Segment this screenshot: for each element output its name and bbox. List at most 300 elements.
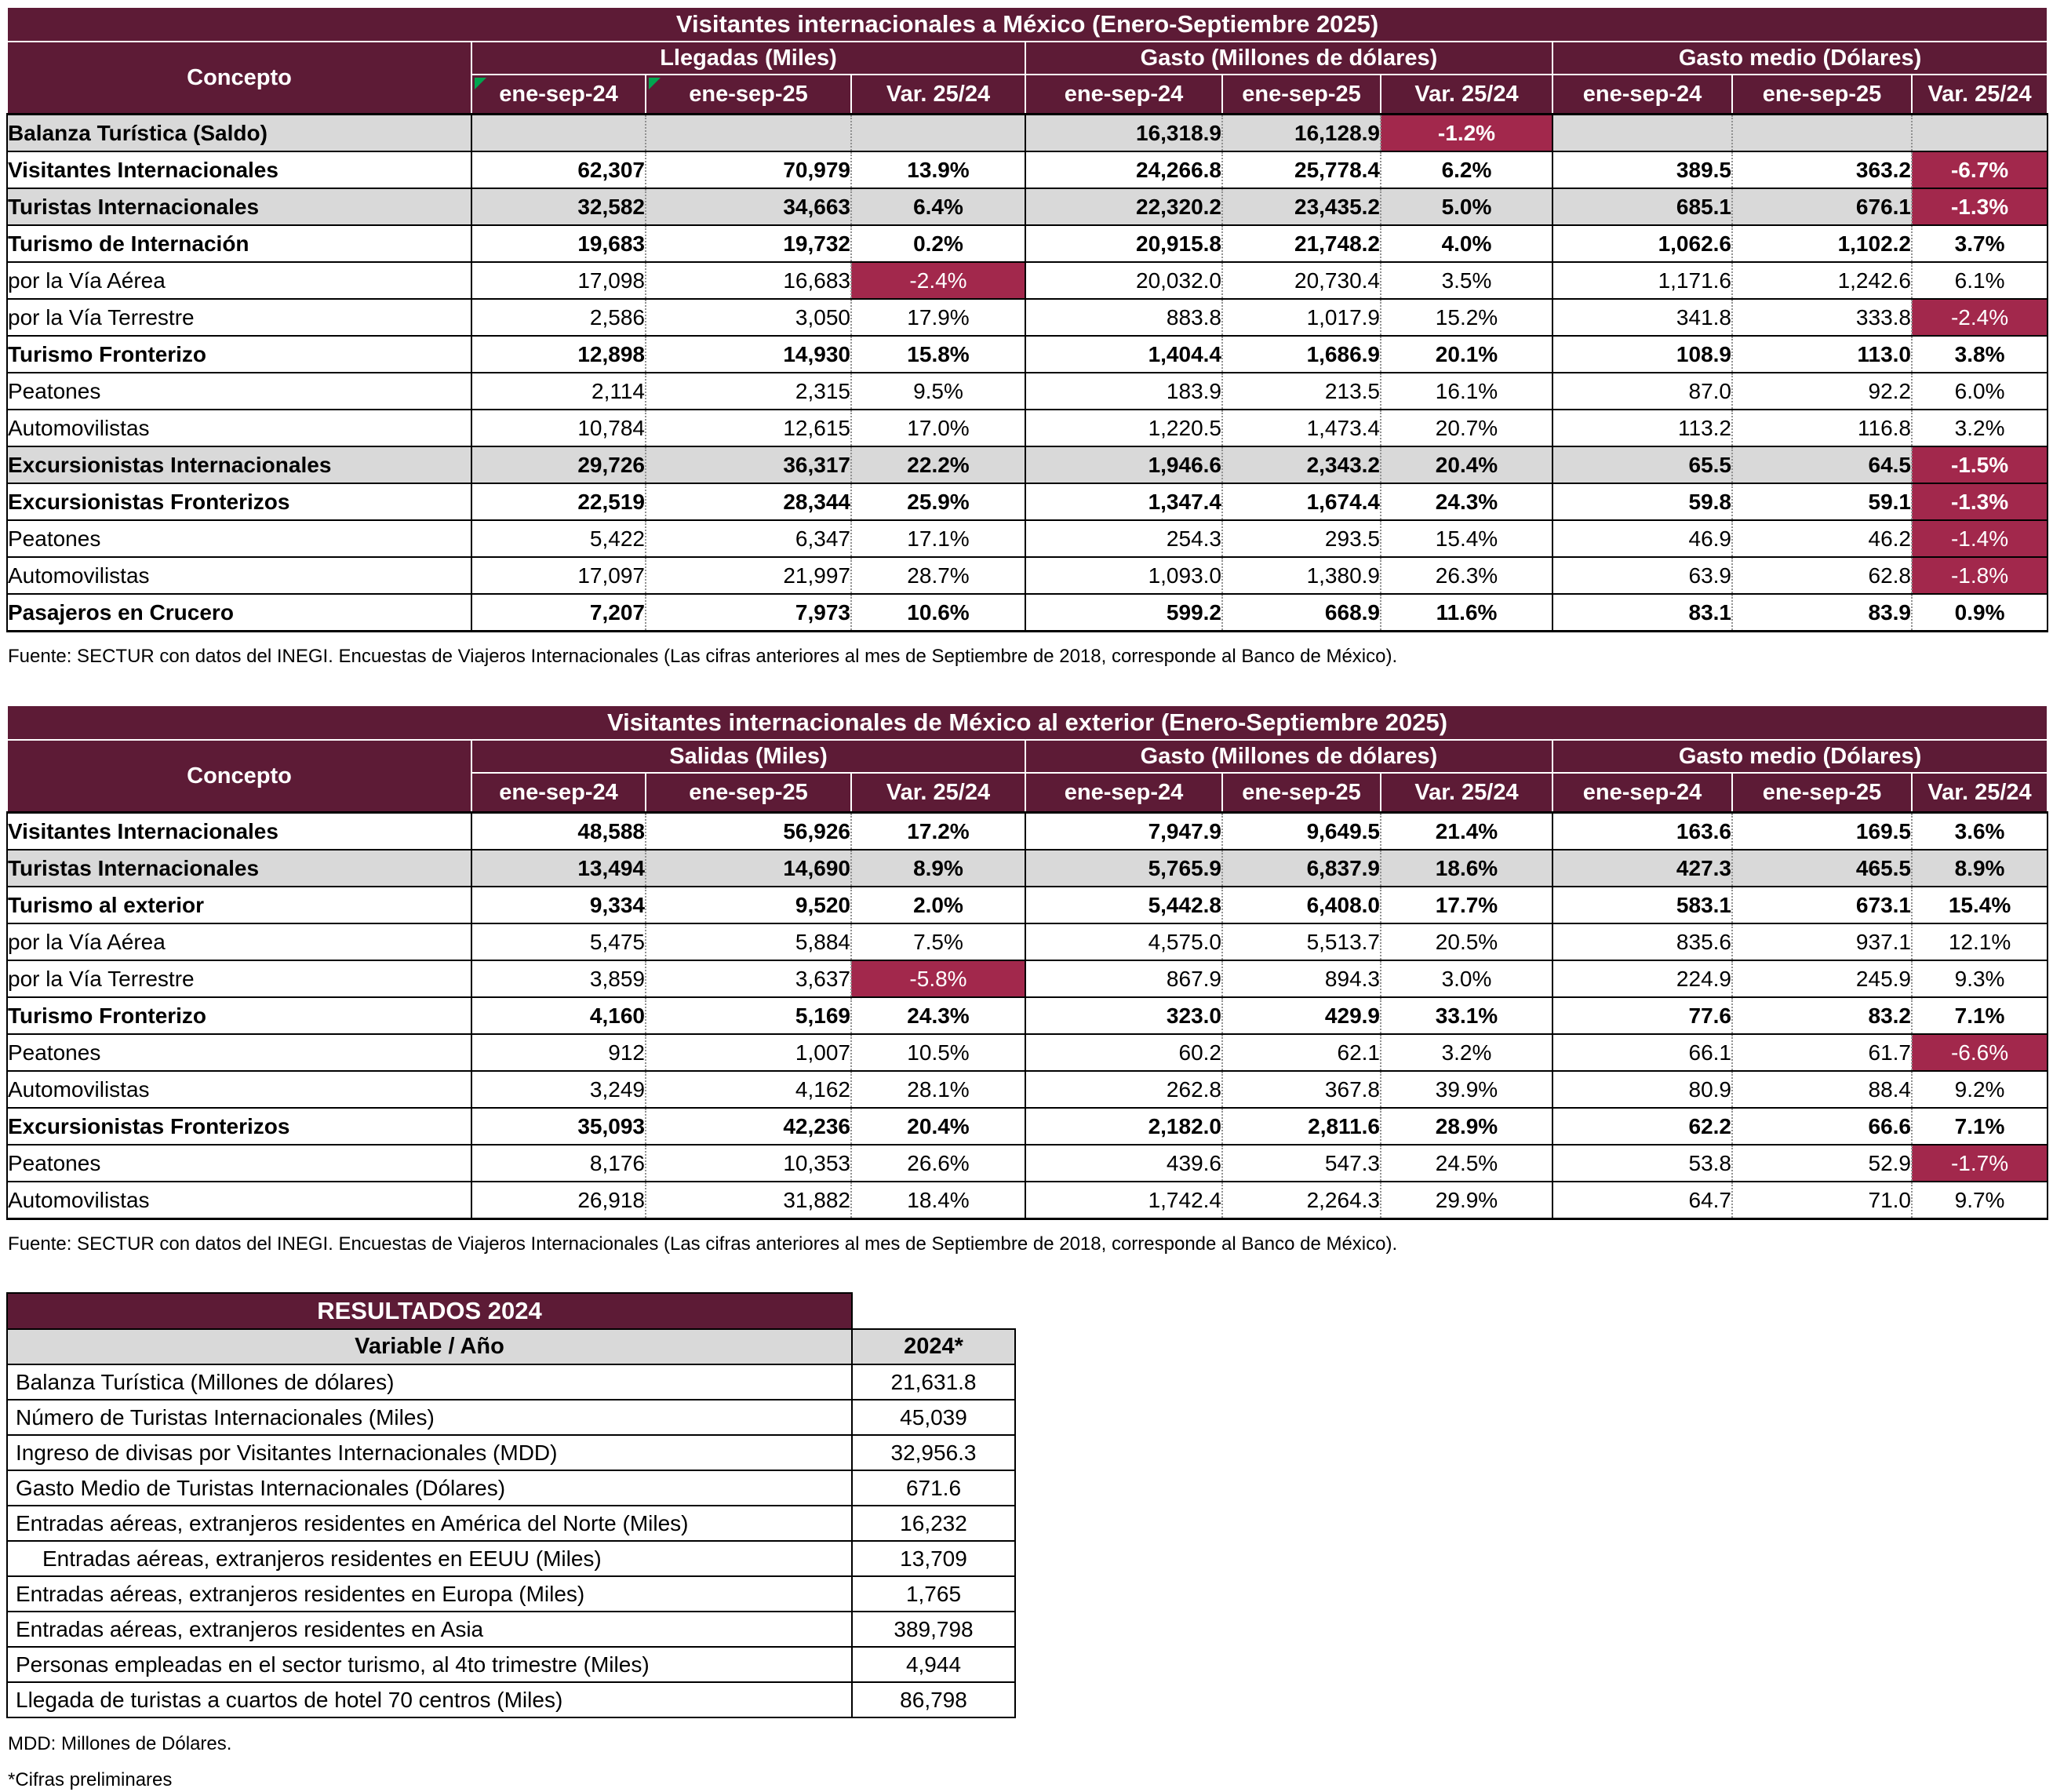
results-row: [7, 1647, 1015, 1682]
value-cell: 1,171.6: [1552, 262, 1732, 299]
variation-cell: 9.2%: [1912, 1071, 2048, 1108]
col-header: ene-sep-24: [1025, 773, 1222, 813]
resultados-2024-table: [6, 1292, 1016, 1718]
value-cell: 71.0: [1732, 1182, 1912, 1219]
value-cell: 29,726: [471, 446, 646, 483]
variation-cell: 17.9%: [851, 299, 1025, 336]
mdd-note: MDD: Millones de Dólares.: [8, 1733, 232, 1754]
value-cell: 16,128.9: [1222, 115, 1381, 152]
value-cell: 2,586: [471, 299, 646, 336]
value-cell: 1,347.4: [1025, 483, 1222, 520]
row-label: Turismo Fronterizo: [7, 997, 471, 1034]
value-cell: 19,732: [646, 225, 851, 262]
value-cell: 62.1: [1222, 1034, 1381, 1071]
table-row: [7, 520, 2048, 557]
group-header-llegadas: Llegadas (Miles): [471, 42, 1025, 75]
variation-cell: 12.1%: [1912, 923, 2048, 960]
variation-cell: 6.4%: [851, 188, 1025, 225]
row-label: Peatones: [7, 373, 471, 410]
value-cell: 21,748.2: [1222, 225, 1381, 262]
value-cell: 19,683: [471, 225, 646, 262]
col-header: ene-sep-25: [1222, 773, 1381, 813]
row-label: Turistas Internacionales: [7, 188, 471, 225]
variation-cell: 18.6%: [1381, 850, 1552, 887]
variation-cell: -2.4%: [851, 262, 1025, 299]
value-cell: 9,334: [471, 887, 646, 923]
value-cell: 116.8: [1732, 410, 1912, 446]
value-cell: 254.3: [1025, 520, 1222, 557]
value-cell: 64.5: [1732, 446, 1912, 483]
results-col-variable: Variable / Año: [7, 1329, 852, 1364]
value-cell: 5,442.8: [1025, 887, 1222, 923]
value-cell: 62,307: [471, 151, 646, 188]
visitors-abroad-table: [6, 705, 2048, 1220]
value-cell: 7,973: [646, 594, 851, 632]
value-cell: 24,266.8: [1025, 151, 1222, 188]
value-cell: 169.5: [1732, 813, 1912, 850]
table-row: [7, 373, 2048, 410]
value-cell: 1,093.0: [1025, 557, 1222, 594]
value-cell: 17,097: [471, 557, 646, 594]
value-cell: 88.4: [1732, 1071, 1912, 1108]
value-cell: 13,494: [471, 850, 646, 887]
source-note: Fuente: SECTUR con datos del INEGI. Encuestas de Viajeros Internacionales (Las cifras anteriores al mes de Septiembre de 2018, corresponde al Banco de México).: [8, 1233, 1398, 1255]
value-cell: 389.5: [1552, 151, 1732, 188]
results-title-spacer: [852, 1293, 1015, 1329]
value-cell: 685.1: [1552, 188, 1732, 225]
value-cell: 20,032.0: [1025, 262, 1222, 299]
value-cell: 245.9: [1732, 960, 1912, 997]
value-cell: 21,997: [646, 557, 851, 594]
table-row: [7, 557, 2048, 594]
col-header: Var. 25/24: [1381, 773, 1552, 813]
section-resultados-2024: [6, 1292, 2053, 1718]
value-cell: 2,114: [471, 373, 646, 410]
row-label: Automovilistas: [7, 410, 471, 446]
value-cell: 34,663: [646, 188, 851, 225]
table-row: [7, 410, 2048, 446]
row-label: Excursionistas Internacionales: [7, 446, 471, 483]
variation-cell: 24.3%: [851, 997, 1025, 1034]
col-header: ene-sep-25: [1222, 75, 1381, 115]
results-row-value: 86,798: [852, 1682, 1015, 1717]
row-label: Visitantes Internacionales: [7, 151, 471, 188]
variation-cell: 24.3%: [1381, 483, 1552, 520]
results-row-label: Entradas aéreas, extranjeros residentes en Asia: [7, 1612, 852, 1647]
value-cell: 108.9: [1552, 336, 1732, 373]
value-cell: 28,344: [646, 483, 851, 520]
results-row-label: Gasto Medio de Turistas Internacionales (Dólares): [7, 1470, 852, 1506]
value-cell: 599.2: [1025, 594, 1222, 632]
value-cell: 66.6: [1732, 1108, 1912, 1145]
value-cell: 62.2: [1552, 1108, 1732, 1145]
value-cell: 6,408.0: [1222, 887, 1381, 923]
value-cell: 25,778.4: [1222, 151, 1381, 188]
variation-cell: 26.6%: [851, 1145, 1025, 1182]
results-row: [7, 1541, 1015, 1576]
results-row: [7, 1506, 1015, 1541]
value-cell: 1,380.9: [1222, 557, 1381, 594]
row-label: Turistas Internacionales: [7, 850, 471, 887]
value-cell: 46.2: [1732, 520, 1912, 557]
value-cell: 883.8: [1025, 299, 1222, 336]
variation-cell: 10.6%: [851, 594, 1025, 632]
table-row: [7, 1145, 2048, 1182]
value-cell: 323.0: [1025, 997, 1222, 1034]
value-cell: 668.9: [1222, 594, 1381, 632]
value-cell: 80.9: [1552, 1071, 1732, 1108]
variation-cell: [851, 115, 1025, 152]
value-cell: 439.6: [1025, 1145, 1222, 1182]
value-cell: 1,473.4: [1222, 410, 1381, 446]
row-label: Balanza Turística (Saldo): [7, 115, 471, 152]
variation-cell: 33.1%: [1381, 997, 1552, 1034]
value-cell: 14,930: [646, 336, 851, 373]
results-row-label: Llegada de turistas a cuartos de hotel 70 centros (Miles): [7, 1682, 852, 1717]
value-cell: 2,182.0: [1025, 1108, 1222, 1145]
results-header-row: [7, 1329, 1015, 1364]
value-cell: 83.9: [1732, 594, 1912, 632]
variation-cell: -2.4%: [1912, 299, 2048, 336]
value-cell: 3,249: [471, 1071, 646, 1108]
value-cell: 92.2: [1732, 373, 1912, 410]
value-cell: 224.9: [1552, 960, 1732, 997]
value-cell: 1,102.2: [1732, 225, 1912, 262]
variation-cell: 20.1%: [1381, 336, 1552, 373]
row-label: Pasajeros en Crucero: [7, 594, 471, 632]
variation-cell: 9.3%: [1912, 960, 2048, 997]
value-cell: 59.8: [1552, 483, 1732, 520]
value-cell: 1,062.6: [1552, 225, 1732, 262]
variation-cell: 7.1%: [1912, 997, 2048, 1034]
value-cell: 20,730.4: [1222, 262, 1381, 299]
variation-cell: 3.5%: [1381, 262, 1552, 299]
col-header: ene-sep-25: [1732, 75, 1912, 115]
value-cell: 8,176: [471, 1145, 646, 1182]
row-label: Peatones: [7, 1034, 471, 1071]
variation-cell: 28.7%: [851, 557, 1025, 594]
results-row-value: 21,631.8: [852, 1364, 1015, 1400]
variation-cell: 20.4%: [1381, 446, 1552, 483]
value-cell: 5,765.9: [1025, 850, 1222, 887]
value-cell: 113.0: [1732, 336, 1912, 373]
value-cell: 31,882: [646, 1182, 851, 1219]
variation-cell: -5.8%: [851, 960, 1025, 997]
value-cell: 63.9: [1552, 557, 1732, 594]
value-cell: [1732, 115, 1912, 152]
col-header: ene-sep-24: [1552, 75, 1732, 115]
variation-cell: 9.5%: [851, 373, 1025, 410]
results-row-value: 389,798: [852, 1612, 1015, 1647]
variation-cell: 7.5%: [851, 923, 1025, 960]
table-row: [7, 225, 2048, 262]
value-cell: [471, 115, 646, 152]
results-row-label: Entradas aéreas, extranjeros residentes en América del Norte (Miles): [7, 1506, 852, 1541]
value-cell: 2,811.6: [1222, 1108, 1381, 1145]
variation-cell: -1.7%: [1912, 1145, 2048, 1182]
variation-cell: 0.2%: [851, 225, 1025, 262]
variation-cell: -1.5%: [1912, 446, 2048, 483]
row-label: Peatones: [7, 1145, 471, 1182]
value-cell: 70,979: [646, 151, 851, 188]
value-cell: 7,947.9: [1025, 813, 1222, 850]
value-cell: 66.1: [1552, 1034, 1732, 1071]
value-cell: 83.1: [1552, 594, 1732, 632]
value-cell: 20,915.8: [1025, 225, 1222, 262]
results-row: [7, 1435, 1015, 1470]
group-header-gasto-medio: Gasto medio (Dólares): [1552, 740, 2048, 773]
variation-cell: 3.6%: [1912, 813, 2048, 850]
results-row: [7, 1576, 1015, 1612]
value-cell: 867.9: [1025, 960, 1222, 997]
value-cell: 36,317: [646, 446, 851, 483]
variation-cell: -1.8%: [1912, 557, 2048, 594]
results-row-value: 16,232: [852, 1506, 1015, 1541]
value-cell: 14,690: [646, 850, 851, 887]
table-row: [7, 887, 2048, 923]
value-cell: 6,837.9: [1222, 850, 1381, 887]
group-header-gasto: Gasto (Millones de dólares): [1025, 42, 1552, 75]
value-cell: 65.5: [1552, 446, 1732, 483]
variation-cell: 20.7%: [1381, 410, 1552, 446]
variation-cell: 17.2%: [851, 813, 1025, 850]
results-row-label: Entradas aéreas, extranjeros residentes en EEUU (Miles): [7, 1541, 852, 1576]
value-cell: 1,017.9: [1222, 299, 1381, 336]
value-cell: 16,683: [646, 262, 851, 299]
value-cell: 1,404.4: [1025, 336, 1222, 373]
value-cell: 10,353: [646, 1145, 851, 1182]
value-cell: 673.1: [1732, 887, 1912, 923]
value-cell: 52.9: [1732, 1145, 1912, 1182]
value-cell: 3,050: [646, 299, 851, 336]
row-label: Turismo de Internación: [7, 225, 471, 262]
value-cell: 1,220.5: [1025, 410, 1222, 446]
row-label: Excursionistas Fronterizos: [7, 1108, 471, 1145]
variation-cell: -1.2%: [1381, 115, 1552, 152]
value-cell: 333.8: [1732, 299, 1912, 336]
col-header: ene-sep-24: [1025, 75, 1222, 115]
value-cell: 16,318.9: [1025, 115, 1222, 152]
concepto-header: Concepto: [7, 42, 471, 115]
results-row-label: Número de Turistas Internacionales (Miles): [7, 1400, 852, 1435]
value-cell: 5,884: [646, 923, 851, 960]
variation-cell: 21.4%: [1381, 813, 1552, 850]
value-cell: 22,519: [471, 483, 646, 520]
value-cell: 894.3: [1222, 960, 1381, 997]
value-cell: 465.5: [1732, 850, 1912, 887]
results-row-value: 4,944: [852, 1647, 1015, 1682]
row-label: Excursionistas Fronterizos: [7, 483, 471, 520]
value-cell: 7,207: [471, 594, 646, 632]
value-cell: 83.2: [1732, 997, 1912, 1034]
table-row: [7, 151, 2048, 188]
col-header: ene-sep-25: [646, 75, 851, 115]
value-cell: 676.1: [1732, 188, 1912, 225]
results-row: [7, 1364, 1015, 1400]
group-header-gasto-medio: Gasto medio (Dólares): [1552, 42, 2048, 75]
variation-cell: 3.8%: [1912, 336, 2048, 373]
concepto-header: Concepto: [7, 740, 471, 813]
results-row-label: Ingreso de divisas por Visitantes Internacionales (MDD): [7, 1435, 852, 1470]
value-cell: 61.7: [1732, 1034, 1912, 1071]
value-cell: 1,686.9: [1222, 336, 1381, 373]
value-cell: 213.5: [1222, 373, 1381, 410]
value-cell: 583.1: [1552, 887, 1732, 923]
variation-cell: 29.9%: [1381, 1182, 1552, 1219]
value-cell: 5,169: [646, 997, 851, 1034]
variation-cell: 17.7%: [1381, 887, 1552, 923]
results-row-value: 671.6: [852, 1470, 1015, 1506]
value-cell: 9,649.5: [1222, 813, 1381, 850]
table-title: Visitantes internacionales de México al exterior (Enero-Septiembre 2025): [7, 705, 2048, 740]
row-label: Automovilistas: [7, 557, 471, 594]
table-row: [7, 483, 2048, 520]
table-row: [7, 446, 2048, 483]
variation-cell: 15.2%: [1381, 299, 1552, 336]
variation-cell: 13.9%: [851, 151, 1025, 188]
value-cell: 1,242.6: [1732, 262, 1912, 299]
variation-cell: 20.4%: [851, 1108, 1025, 1145]
table-title: Visitantes internacionales a México (Enero-Septiembre 2025): [7, 7, 2048, 42]
source-note: Fuente: SECTUR con datos del INEGI. Encuestas de Viajeros Internacionales (Las cifras anteriores al mes de Septiembre de 2018, corresponde al Banco de México).: [8, 646, 1398, 667]
table-row: [7, 1034, 2048, 1071]
excel-flag-icon: [475, 78, 486, 89]
value-cell: 163.6: [1552, 813, 1732, 850]
results-row-value: 32,956.3: [852, 1435, 1015, 1470]
value-cell: 3,637: [646, 960, 851, 997]
col-header: ene-sep-24: [471, 75, 646, 115]
variation-cell: 8.9%: [1912, 850, 2048, 887]
value-cell: 113.2: [1552, 410, 1732, 446]
variation-cell: 16.1%: [1381, 373, 1552, 410]
table-row: [7, 1182, 2048, 1219]
value-cell: 46.9: [1552, 520, 1732, 557]
variation-cell: 3.2%: [1381, 1034, 1552, 1071]
value-cell: 5,513.7: [1222, 923, 1381, 960]
group-header-row: [7, 42, 2048, 75]
value-cell: 4,162: [646, 1071, 851, 1108]
value-cell: 367.8: [1222, 1071, 1381, 1108]
row-label: por la Vía Terrestre: [7, 299, 471, 336]
variation-cell: 2.0%: [851, 887, 1025, 923]
value-cell: 341.8: [1552, 299, 1732, 336]
value-cell: 1,946.6: [1025, 446, 1222, 483]
table-row: [7, 923, 2048, 960]
excel-flag-icon: [649, 78, 661, 89]
variation-cell: 3.7%: [1912, 225, 2048, 262]
table-row: [7, 960, 2048, 997]
value-cell: 77.6: [1552, 997, 1732, 1034]
table-row: [7, 115, 2048, 152]
results-row: [7, 1682, 1015, 1717]
results-row-label: Entradas aéreas, extranjeros residentes en Europa (Miles): [7, 1576, 852, 1612]
table-title-row: [7, 705, 2048, 740]
value-cell: 23,435.2: [1222, 188, 1381, 225]
value-cell: 4,575.0: [1025, 923, 1222, 960]
table-row: [7, 850, 2048, 887]
results-row-value: 13,709: [852, 1541, 1015, 1576]
variation-cell: 6.0%: [1912, 373, 2048, 410]
value-cell: 6,347: [646, 520, 851, 557]
table-row: [7, 336, 2048, 373]
group-header-gasto: Gasto (Millones de dólares): [1025, 740, 1552, 773]
section-visitors-to-mexico: [6, 6, 2053, 632]
group-header-salidas: Salidas (Miles): [471, 740, 1025, 773]
variation-cell: 3.0%: [1381, 960, 1552, 997]
variation-cell: 5.0%: [1381, 188, 1552, 225]
table-row: [7, 813, 2048, 850]
value-cell: 59.1: [1732, 483, 1912, 520]
value-cell: 293.5: [1222, 520, 1381, 557]
value-cell: 62.8: [1732, 557, 1912, 594]
variation-cell: 26.3%: [1381, 557, 1552, 594]
variation-cell: 39.9%: [1381, 1071, 1552, 1108]
variation-cell: 28.1%: [851, 1071, 1025, 1108]
variation-cell: -1.4%: [1912, 520, 2048, 557]
variation-cell: -1.3%: [1912, 188, 2048, 225]
value-cell: 87.0: [1552, 373, 1732, 410]
value-cell: 5,475: [471, 923, 646, 960]
row-label: Visitantes Internacionales: [7, 813, 471, 850]
value-cell: 183.9: [1025, 373, 1222, 410]
value-cell: 35,093: [471, 1108, 646, 1145]
variation-cell: 11.6%: [1381, 594, 1552, 632]
results-row-label: Balanza Turística (Millones de dólares): [7, 1364, 852, 1400]
variation-cell: 7.1%: [1912, 1108, 2048, 1145]
value-cell: 17,098: [471, 262, 646, 299]
group-header-row: [7, 740, 2048, 773]
table-title-row: [7, 7, 2048, 42]
value-cell: 835.6: [1552, 923, 1732, 960]
row-label: Turismo al exterior: [7, 887, 471, 923]
variation-cell: 24.5%: [1381, 1145, 1552, 1182]
row-label: por la Vía Aérea: [7, 262, 471, 299]
results-row-label: Personas empleadas en el sector turismo, al 4to trimestre (Miles): [7, 1647, 852, 1682]
value-cell: 64.7: [1552, 1182, 1732, 1219]
value-cell: 2,343.2: [1222, 446, 1381, 483]
col-header: ene-sep-25: [1732, 773, 1912, 813]
variation-cell: 15.4%: [1381, 520, 1552, 557]
value-cell: 262.8: [1025, 1071, 1222, 1108]
value-cell: 48,588: [471, 813, 646, 850]
variation-cell: 4.0%: [1381, 225, 1552, 262]
results-title: RESULTADOS 2024: [7, 1293, 852, 1329]
table-row: [7, 299, 2048, 336]
value-cell: 1,674.4: [1222, 483, 1381, 520]
value-cell: 9,520: [646, 887, 851, 923]
variation-cell: 20.5%: [1381, 923, 1552, 960]
variation-cell: 3.2%: [1912, 410, 2048, 446]
variation-cell: -6.6%: [1912, 1034, 2048, 1071]
variation-cell: [1912, 115, 2048, 152]
variation-cell: 17.0%: [851, 410, 1025, 446]
row-label: Automovilistas: [7, 1071, 471, 1108]
results-row: [7, 1470, 1015, 1506]
value-cell: 5,422: [471, 520, 646, 557]
col-header: ene-sep-24: [471, 773, 646, 813]
value-cell: 32,582: [471, 188, 646, 225]
table-row: [7, 997, 2048, 1034]
value-cell: 4,160: [471, 997, 646, 1034]
variation-cell: 10.5%: [851, 1034, 1025, 1071]
variation-cell: 15.8%: [851, 336, 1025, 373]
table-row: [7, 1108, 2048, 1145]
variation-cell: 9.7%: [1912, 1182, 2048, 1219]
value-cell: 60.2: [1025, 1034, 1222, 1071]
row-label: Automovilistas: [7, 1182, 471, 1219]
value-cell: [1552, 115, 1732, 152]
results-row-value: 45,039: [852, 1400, 1015, 1435]
